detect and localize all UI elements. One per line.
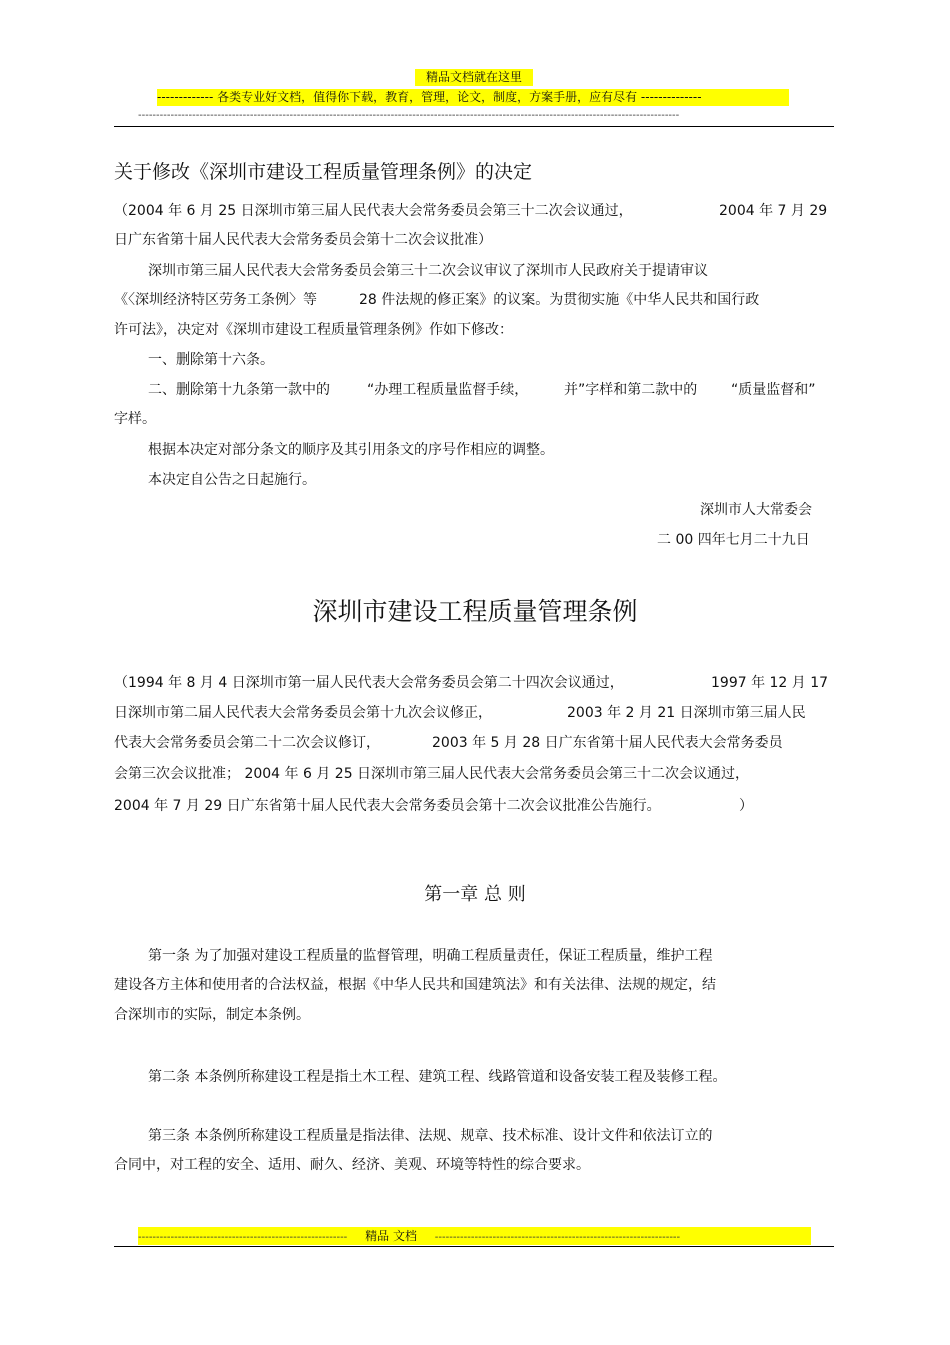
decision-note-line1-a: （2004 年 6 月 25 日深圳市第三届人民代表大会常务委员会第三十二次会议通过， (114, 203, 633, 219)
decision-signature: 深圳市人大常委会 (700, 502, 812, 518)
regulation-note-line5-b: ） (739, 798, 753, 814)
footer-rule (114, 1246, 834, 1247)
regulation-note-line1-a: （1994 年 8 月 4 日深圳市第一届人民代表大会常务委员会第二十四次会议通过， (114, 675, 624, 691)
footer-dash-left: ---------------------------------------------------------- (138, 1232, 348, 1243)
decision-para1-line1: 深圳市第三届人民代表大会常务委员会第三十二次会议审议了深圳市人民政府关于提请审议 (148, 263, 708, 279)
decision-para1-line2-a: 《〈深圳经济特区劳务工条例〉等 (114, 292, 317, 308)
regulation-note-line2-b: 2003 年 2 月 21 日深圳市第三届人民 (567, 705, 806, 721)
chapter-heading: 第一章 总 则 (424, 884, 526, 905)
decision-title: 关于修改《深圳市建设工程质量管理条例》的决定 (114, 161, 533, 183)
article1-line1: 第一条 为了加强对建设工程质量的监督管理，明确工程质量责任，保证工程质量，维护工程 (148, 948, 713, 964)
regulation-note-line1-b: 1997 年 12 月 17 (711, 675, 829, 691)
decision-date: 二 00 四年七月二十九日 (657, 532, 810, 548)
regulation-note-line3-a: 代表大会常务委员会第二十二次会议修订， (114, 735, 380, 751)
regulation-title: 深圳市建设工程质量管理条例 (312, 597, 638, 626)
decision-para2: 根据本决定对部分条文的顺序及其引用条文的序号作相应的调整。 (148, 442, 554, 458)
regulation-note-line5-a: 2004 年 7 月 29 日广东省第十届人民代表大会常务委员会第十二次会议批准公告施行。 (114, 798, 661, 814)
header-top-label: 精品文档就在这里 (415, 69, 533, 86)
footer-banner (138, 1227, 811, 1245)
article1-line2: 建设各方主体和使用者的合法权益，根据《中华人民共和国建筑法》和有关法律、法规的规定，结 (114, 977, 716, 993)
decision-note-line1-b: 2004 年 7 月 29 (719, 203, 828, 219)
decision-item2-d: “质量监督和” (731, 382, 816, 398)
article1-line3: 合深圳市的实际，制定本条例。 (114, 1007, 310, 1023)
article2: 第二条 本条例所称建设工程是指土木工程、建筑工程、线路管道和设备安装工程及装修工程。 (148, 1069, 727, 1085)
decision-item1: 一、删除第十六条。 (148, 352, 274, 368)
regulation-note-line2-a: 日深圳市第二届人民代表大会常务委员会第十九次会议修正， (114, 705, 492, 721)
header-tagline: ------------- 各类专业好文档，值得你下载，教育，管理，论文，制度，方案手册，应有尽有 -------------- (157, 89, 789, 106)
article3-line2: 合同中，对工程的安全、适用、耐久、经济、美观、环境等特性的综合要求。 (114, 1157, 590, 1173)
regulation-note-line4: 会第三次会议批准； 2004 年 6 月 25 日深圳市第三届人民代表大会常务委员会第三十二次会议通过， (114, 766, 750, 782)
decision-para1-line3: 许可法》，决定对《深圳市建设工程质量管理条例》作如下修改： (114, 322, 513, 338)
decision-item2-c: 并”字样和第二款中的 (564, 382, 698, 398)
footer-label: 精品 文档 (365, 1229, 417, 1243)
header-dash-line: ------------------------------------------------------------------------------------------------------------------------------------------------------ (138, 110, 680, 121)
decision-para3: 本决定自公告之日起施行。 (148, 472, 316, 488)
decision-item2-b: “办理工程质量监督手续， (367, 382, 529, 398)
header-rule (114, 126, 834, 127)
regulation-note-line3-b: 2003 年 5 月 28 日广东省第十届人民代表大会常务委员 (432, 735, 783, 751)
decision-item2-a: 二、删除第十九条第一款中的 (148, 382, 330, 398)
article3-line1: 第三条 本条例所称建设工程质量是指法律、法规、规章、技术标准、设计文件和依法订立的 (148, 1128, 713, 1144)
decision-item2-line2: 字样。 (114, 411, 156, 427)
decision-para1-line2-b: 28 件法规的修正案》的议案。为贯彻实施《中华人民共和国行政 (359, 292, 760, 308)
decision-note-line2: 日广东省第十届人民代表大会常务委员会第十二次会议批准） (114, 232, 492, 248)
footer-dash-right: -------------------------------------------------------------------- (434, 1232, 681, 1243)
